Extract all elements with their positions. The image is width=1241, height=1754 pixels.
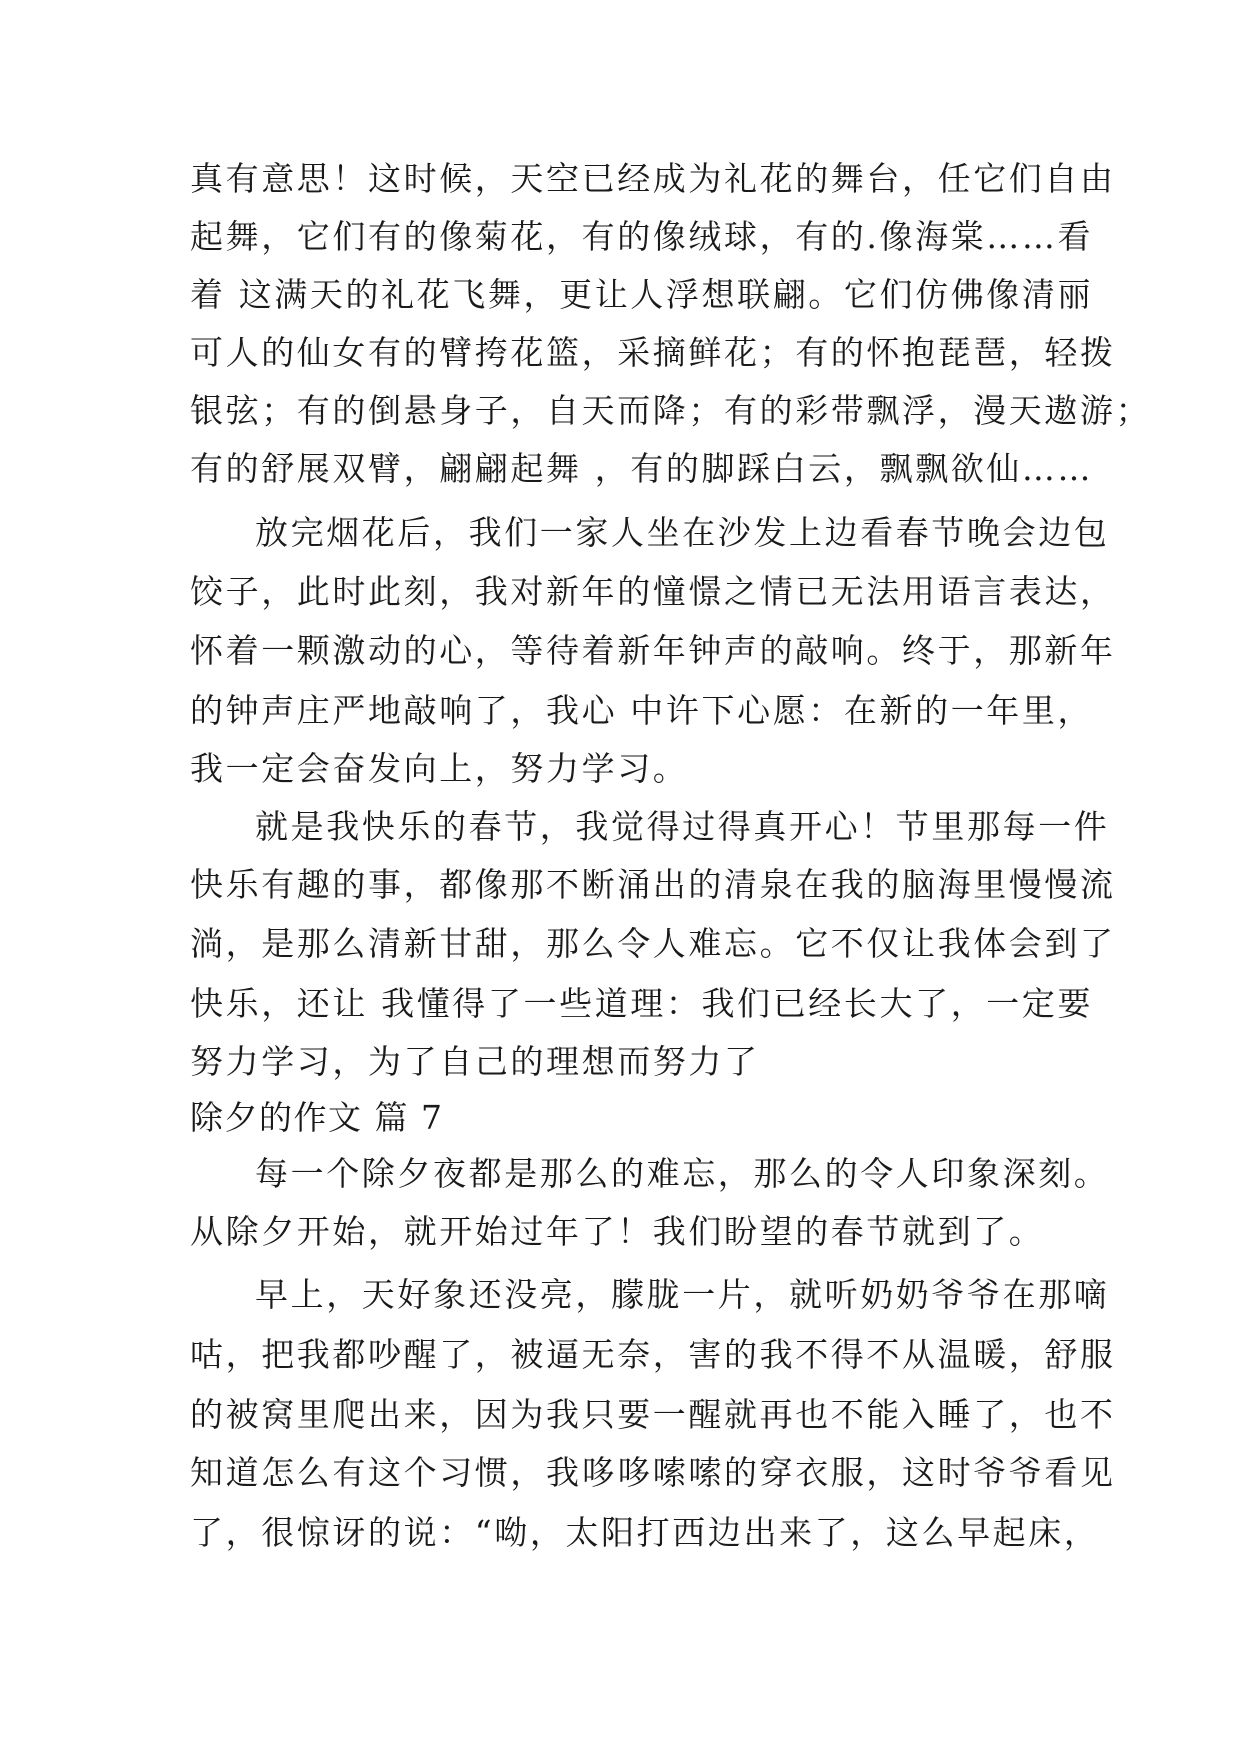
text-line: 银弦；有的倒悬身子，自天而降；有的彩带飘浮，漫天遨游；	[190, 391, 1152, 430]
text-line: 淌，是那么清新甘甜，那么令人难忘。它不仅让我体会到了	[190, 924, 1116, 963]
text-line: 怀着一颗激动的心，等待着新年钟声的敲响。终于，那新年	[190, 631, 1116, 670]
text-line: 有的舒展双臂，翩翩起舞 ，有的脚踩白云，飘飘欲仙……	[190, 449, 1094, 488]
paragraph-first-line: 每一个除夕夜都是那么的难忘，那么的令人印象深刻。	[255, 1154, 1110, 1193]
text-line: 的钟声庄严地敲响了，我心 中许下心愿：在新的一年里，	[190, 691, 1094, 730]
text-line: 起舞，它们有的像菊花，有的像绒球，有的.像海棠……看	[190, 217, 1094, 256]
text-line: 快乐有趣的事，都像那不断涌出的清泉在我的脑海里慢慢流	[190, 865, 1116, 904]
section-heading: 除夕的作文 篇 7	[190, 1098, 444, 1137]
text-line: 可人的仙女有的臂挎花篮，采摘鲜花；有的怀抱琵琶，轻拨	[190, 333, 1116, 372]
text-line: 饺子，此时此刻，我对新年的憧憬之情已无法用语言表达，	[190, 572, 1116, 611]
text-line: 的被窝里爬出来，因为我只要一醒就再也不能入睡了，也不	[190, 1395, 1116, 1434]
paragraph-first-line: 就是我快乐的春节，我觉得过得真开心！节里那每一件	[255, 807, 1110, 846]
text-line: 我一定会奋发向上，努力学习。	[190, 749, 689, 788]
text-line: 着 这满天的礼花飞舞，更让人浮想联翩。它们仿佛像清丽	[190, 275, 1094, 314]
paragraph-first-line: 早上，天好象还没亮，朦胧一片，就听奶奶爷爷在那嘀	[255, 1275, 1110, 1314]
text-line: 快乐，还让 我懂得了一些道理：我们已经长大了，一定要	[190, 984, 1094, 1023]
text-line: 从除夕开始，就开始过年了！我们盼望的春节就到了。	[190, 1212, 1045, 1251]
text-line: 了，很惊讶的说：“呦，太阳打西边出来了，这么早起床，	[190, 1513, 1100, 1552]
text-line: 努力学习，为了自己的理想而努力了	[190, 1042, 760, 1081]
text-line: 咕，把我都吵醒了，被逼无奈，害的我不得不从温暖，舒服	[190, 1335, 1116, 1374]
text-line: 真有意思！这时候，天空已经成为礼花的舞台，任它们自由	[190, 159, 1116, 198]
text-line: 知道怎么有这个习惯，我哆哆嗦嗦的穿衣服，这时爷爷看见	[190, 1453, 1116, 1492]
paragraph-first-line: 放完烟花后，我们一家人坐在沙发上边看春节晚会边包	[255, 513, 1110, 552]
